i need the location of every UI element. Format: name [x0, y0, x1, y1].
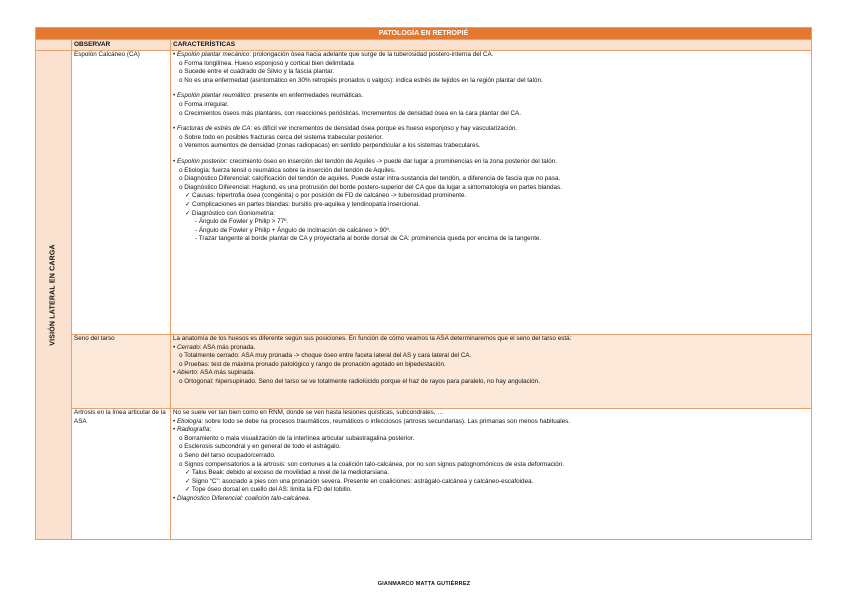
bullet-marker: o: [179, 142, 185, 150]
bullet-marker: •: [173, 51, 177, 58]
pathology-table: [35, 27, 812, 540]
line-text: Complicaciones en partes blandas: bursitis pre-aquilea y tendinopatía insercional.: [192, 200, 420, 208]
characteristic-line: [173, 335, 809, 344]
term-emphasis: Fracturas de estrés de CA: [176, 125, 251, 133]
line-text: Diagnóstico Diferencial: calcificación del tendón de aquiles. Puede estar intra-sustancia del tendón, a diferencia de fascia que no pasa.: [184, 175, 561, 183]
bullet-marker: o: [179, 175, 185, 183]
line-text: : sobre todo se debe na procesos traumáticos, reumáticos o infecciosos (artrosis secundarias). Las primarias son menos habituales.: [201, 417, 571, 425]
line-text: Veremos aumentos de densidad (zonas radiopacas) en sentido perpendicular a los sistemas trabeculares.: [184, 142, 481, 150]
characteristic-line: [173, 369, 809, 378]
term-emphasis: Etiología: [176, 417, 202, 425]
bullet-marker: ✓: [185, 209, 193, 217]
bullet-marker: •: [173, 417, 177, 425]
term-emphasis: Diagnóstico Diferencial: coalición talo-calcánea.: [176, 494, 311, 502]
bullet-marker: •: [173, 426, 177, 434]
line-text: No es una enfermedad (asintomático en 30% retropiés pronados o valgos): indica estrés de tejidos en la región plantar del talón.: [184, 76, 543, 84]
line-text: Trazar tangente al borde plantar de CA y proyectarla al borde dorsal de CA: prominencia queda por encima de la tangente.: [198, 235, 542, 243]
bullet-marker: o: [179, 133, 185, 141]
line-text: Diagnóstico Diferencial: Haglund, es una protrusión del borde postero-superior del CA que da lugar a sintomatología en partes blandas.: [184, 183, 562, 191]
line-text: : ASA más pronada.: [199, 343, 256, 351]
observar-cell: Seno del tarso: [72, 335, 171, 409]
line-text: Diagnóstico con Goniometría:: [192, 209, 275, 217]
bullet-marker: o: [179, 460, 185, 468]
characteristic-line: [173, 184, 809, 193]
bullet-marker: o: [179, 434, 185, 442]
characteristic-line: [173, 192, 809, 201]
bullet-marker: •: [173, 343, 177, 351]
characteristic-line: [173, 201, 809, 210]
term-emphasis: Espolón plantar mecánico: [176, 51, 250, 58]
bullet-marker: ✓: [185, 477, 193, 485]
line-text: Ángulo de Fowler y Philip > 77º.: [198, 218, 289, 226]
line-text: Sucede entre el cuadrado de Silvio y la fascia plantar.: [184, 68, 335, 76]
characteristic-line: [173, 418, 809, 427]
line-text: Causas: hipertrofia ósea (congénita) o por posición de FD de calcáneo -> tuberosidad prominente.: [192, 192, 467, 200]
bullet-marker: o: [179, 100, 185, 108]
side-label: VISIÓN LATERAL EN CARGA: [49, 244, 57, 346]
bullet-marker: ✓: [185, 192, 193, 200]
characteristics-cell: [171, 51, 812, 335]
characteristic-line: [173, 110, 809, 119]
line-text: : presente en enfermedades reumáticas.: [250, 92, 364, 100]
characteristic-line: [173, 142, 809, 151]
line-text: Crecimientos óseos más plantares, con reacciones periósticas. Incrementos de densidad ósea en la cara plantar del CA.: [184, 109, 521, 117]
line-text: No se suele ver tan bien como en RNM, donde se ven hasta lesiones quísticas, subcondrales, …: [173, 409, 444, 416]
bullet-marker: o: [179, 76, 185, 84]
line-text: Esclerosis subcondral y en general de todo el astrágalo.: [184, 443, 341, 451]
characteristic-line: [173, 461, 809, 470]
characteristic-line: [173, 344, 809, 353]
characteristic-line: [173, 101, 809, 110]
characteristic-line: [173, 361, 809, 370]
line-text: : ASA más supinada.: [196, 369, 256, 377]
term-emphasis: Cerrado: [176, 343, 200, 351]
spacer: [173, 118, 809, 125]
line-text: :: [209, 426, 212, 434]
term-emphasis: Espolón posterior: [176, 157, 226, 165]
characteristic-line: [173, 452, 809, 461]
line-text: Etiología: fuerza tensil o reumática sobre la inserción del tendón de Aquiles.: [184, 166, 396, 174]
bullet-marker: -: [195, 218, 199, 226]
line-text: Pruebas: test de máxima pronado patológico y rango de pronación agotado en bipedestación.: [184, 360, 446, 368]
characteristic-line: [173, 435, 809, 444]
bullet-marker: •: [173, 494, 177, 502]
bullet-marker: ✓: [185, 200, 193, 208]
bullet-marker: o: [179, 360, 185, 368]
bullet-marker: o: [179, 109, 185, 117]
line-text: Signos compensatorios a la artrosis: son comunes a la coalición talo-calcánea, por no son signos patognomónicos de esta deformación.: [184, 460, 565, 468]
characteristic-line: [173, 68, 809, 77]
bullet-marker: o: [179, 59, 185, 67]
bullet-marker: •: [173, 369, 177, 377]
characteristic-line: [173, 486, 809, 495]
bullet-marker: ✓: [185, 469, 192, 477]
bullet-marker: •: [173, 125, 177, 133]
line-text: : crecimiento óseo en inserción del tendón de Aquiles -> puede dar lugar a prominencias en la zona posterior del talón.: [225, 157, 557, 165]
characteristic-line: [173, 210, 809, 219]
characteristic-line: [173, 495, 809, 504]
term-emphasis: Espolón plantar reumático: [176, 92, 251, 100]
line-text: Tope óseo dorsal en cuello del AS: limita la FD del tobillo.: [191, 486, 352, 494]
line-text: Borramiento o mala visualización de la interlínea articular subastragalina posterior.: [184, 434, 415, 442]
characteristic-line: [173, 469, 809, 478]
side-label-cell: [36, 51, 72, 540]
row-section-2: [36, 409, 812, 540]
line-text: Totalmente cerrado: ASA muy pronada -> choque óseo entre faceta lateral del AS y cara lateral del CA.: [184, 352, 472, 360]
characteristic-line: [173, 352, 809, 361]
characteristic-line: [173, 125, 809, 134]
characteristic-line: [173, 378, 809, 387]
header-observar: OBSERVAR: [72, 40, 171, 51]
bullet-marker: ✓: [185, 486, 192, 494]
characteristic-line: [173, 227, 809, 236]
row-section-0: [36, 51, 812, 335]
characteristic-line: [173, 443, 809, 452]
characteristic-line: [173, 409, 809, 418]
term-emphasis: Radiografía: [176, 426, 210, 434]
line-text: : prolongación ósea hacia adelante que surge de la tuberosidad postero-interna del CA.: [249, 51, 494, 58]
characteristic-line: [173, 158, 809, 167]
spacer: [173, 151, 809, 158]
line-text: Sobre todo en posibles fracturas cerca del sistema trabecular posterior.: [184, 133, 384, 141]
bullet-marker: o: [179, 183, 185, 191]
bullet-marker: •: [173, 92, 177, 100]
bullet-marker: •: [173, 157, 177, 165]
line-text: Seno del tarso ocupado/cerrado.: [184, 451, 276, 459]
row-section-1: [36, 335, 812, 409]
bullet-marker: -: [195, 226, 199, 234]
term-emphasis: Abierto: [176, 369, 197, 377]
line-text: Forma irregular.: [184, 100, 229, 108]
line-text: : es difícil ver incrementos de densidad ósea porque es hueso esponjoso y hay vascularización.: [250, 125, 518, 133]
characteristic-line: [173, 51, 809, 60]
bullet-marker: o: [179, 443, 185, 451]
line-text: La anatomía de los huesos es diferente según sus posiciones. En función de cómo veamos la ASA determinaremos que el seno del tarso está:: [173, 335, 572, 342]
characteristic-line: [173, 60, 809, 69]
spacer: [173, 85, 809, 92]
bullet-marker: o: [179, 68, 185, 76]
line-text: Signo “C”: asociado a pies con una pronación severa. Presente en coaliciones: astrágalo-calcánea y calcáneo-escafoidea.: [192, 477, 534, 485]
characteristic-line: [173, 92, 809, 101]
characteristic-line: [173, 167, 809, 176]
bullet-marker: o: [179, 451, 185, 459]
line-text: Ángulo de Fowler y Philip + Ángulo de inclinación de calcáneo > 90º.: [198, 226, 391, 234]
characteristic-line: [173, 218, 809, 227]
characteristic-line: [173, 426, 809, 435]
line-text: Ortogonal: hipersupinado. Seno del tarso se ve totalmente radiolúcido porque el haz de rayos para paralelo, no hay angulación.: [184, 377, 540, 385]
characteristic-line: [173, 77, 809, 86]
characteristic-line: [173, 175, 809, 184]
characteristic-line: [173, 235, 809, 244]
bullet-marker: -: [195, 235, 199, 243]
bullet-marker: o: [179, 166, 185, 174]
characteristic-line: [173, 478, 809, 487]
header-caracteristicas: CARACTERÍSTICAS: [171, 40, 812, 51]
characteristics-cell: [171, 335, 812, 409]
line-text: Talus Beak: debido al exceso de movilidad a nivel de la mediotarsiana.: [191, 469, 389, 477]
observar-cell: Espolón Calcáneo (CA): [72, 51, 171, 335]
table-title: PATOLOGÍA EN RETROPIÉ: [36, 28, 812, 40]
line-text: Forma longilínea. Hueso esponjoso y cortical bien delimitada: [184, 59, 355, 67]
characteristic-line: [173, 134, 809, 143]
bullet-marker: o: [179, 377, 185, 385]
bullet-marker: o: [179, 352, 185, 360]
characteristics-cell: [171, 409, 812, 540]
observar-cell: Artrosis en la línea articular de la ASA: [72, 409, 171, 540]
author-footer: GIANMARCO MATTA GUTIÉRREZ: [377, 581, 471, 587]
document-sheet: [35, 27, 811, 540]
